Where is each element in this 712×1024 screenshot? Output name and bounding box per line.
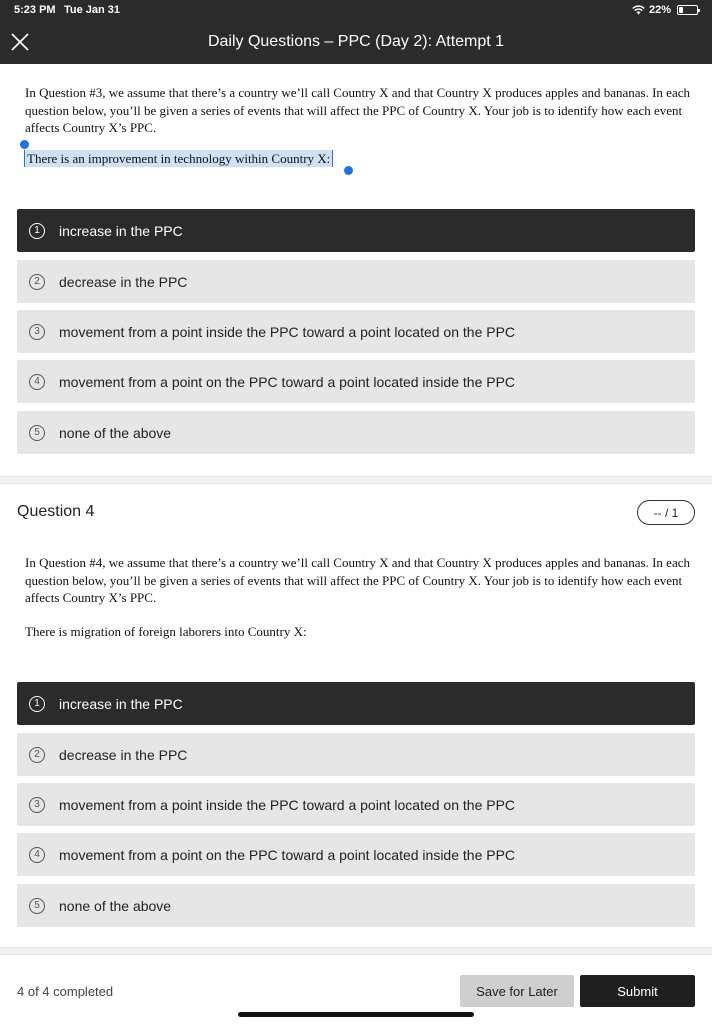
option-number: 3 bbox=[29, 797, 45, 813]
option-label: movement from a point on the PPC toward a point located inside the PPC bbox=[59, 846, 516, 863]
nav-bar bbox=[0, 22, 712, 64]
status-time: 5:23 PM bbox=[14, 4, 56, 16]
question4-option-2[interactable] bbox=[17, 733, 695, 776]
footer-divider bbox=[0, 947, 712, 955]
option-number: 2 bbox=[29, 274, 45, 290]
question3-option-3[interactable] bbox=[17, 310, 695, 353]
option-label: decrease in the PPC bbox=[59, 273, 188, 290]
page-title: Daily Questions – PPC (Day 2): Attempt 1 bbox=[207, 33, 505, 50]
option-label: none of the above bbox=[59, 897, 172, 914]
status-right bbox=[632, 4, 698, 16]
question3-option-4[interactable] bbox=[17, 360, 695, 403]
question4-option-1[interactable] bbox=[17, 682, 695, 725]
battery-percent: 22% bbox=[648, 4, 671, 16]
option-label: decrease in the PPC bbox=[59, 746, 188, 763]
option-label: increase in the PPC bbox=[59, 695, 183, 712]
home-indicator bbox=[238, 1012, 474, 1017]
question4-score-badge: -- / 1 bbox=[637, 500, 695, 525]
option-label: none of the above bbox=[59, 424, 172, 441]
question3-option-5[interactable] bbox=[17, 411, 695, 454]
status-bar bbox=[0, 0, 712, 22]
progress-count: 4 of 4 completed bbox=[17, 984, 114, 999]
status-date: Tue Jan 31 bbox=[64, 4, 121, 16]
battery-icon bbox=[677, 5, 698, 15]
option-number: 3 bbox=[29, 324, 45, 340]
question4-option-3[interactable] bbox=[17, 783, 695, 826]
option-label: movement from a point inside the PPC toward a point located on the PPC bbox=[59, 323, 516, 340]
selection-handle-start[interactable] bbox=[20, 140, 29, 149]
question4-option-4[interactable] bbox=[17, 833, 695, 876]
option-number: 2 bbox=[29, 747, 45, 763]
option-number: 5 bbox=[29, 898, 45, 914]
question3-option-2[interactable] bbox=[17, 260, 695, 303]
question3-prompt: In Question #3, we assume that there’s a country we’ll call Country X and that Country X produces apples and bananas. In each question below, you’ll be given a series of events that will affect the PPC of Country X. Your job is to identify how each event affects Country X’s PPC. bbox=[25, 85, 690, 135]
selection-handle-end[interactable] bbox=[344, 166, 353, 175]
option-label: increase in the PPC bbox=[59, 222, 183, 239]
question4-prompt: In Question #4, we assume that there’s a country we’ll call Country X and that Country X produces apples and bananas. In each question below, you’ll be given a series of events that will affect the PPC of Country X. Your job is to identify how each event affects Country X’s PPC. bbox=[25, 555, 690, 605]
option-label: movement from a point inside the PPC toward a point located on the PPC bbox=[59, 796, 516, 813]
option-number: 1 bbox=[29, 696, 45, 712]
option-number: 5 bbox=[29, 425, 45, 441]
question4-option-5[interactable] bbox=[17, 884, 695, 927]
save-for-later-button[interactable]: Save for Later bbox=[460, 975, 574, 1007]
question4-event: There is migration of foreign laborers into Country X: bbox=[25, 624, 307, 639]
option-number: 4 bbox=[29, 374, 45, 390]
section-divider bbox=[0, 476, 712, 484]
option-number: 4 bbox=[29, 847, 45, 863]
wifi-icon bbox=[632, 5, 645, 15]
question3-option-1[interactable] bbox=[17, 209, 695, 252]
submit-button[interactable]: Submit bbox=[580, 975, 695, 1007]
option-number: 1 bbox=[29, 223, 45, 239]
question4-heading: Question 4 bbox=[17, 503, 95, 520]
option-label: movement from a point on the PPC toward a point located inside the PPC bbox=[59, 373, 516, 390]
question3-event-wrap bbox=[24, 150, 333, 168]
question3-event[interactable]: There is an improvement in technology within Country X: bbox=[24, 150, 333, 167]
